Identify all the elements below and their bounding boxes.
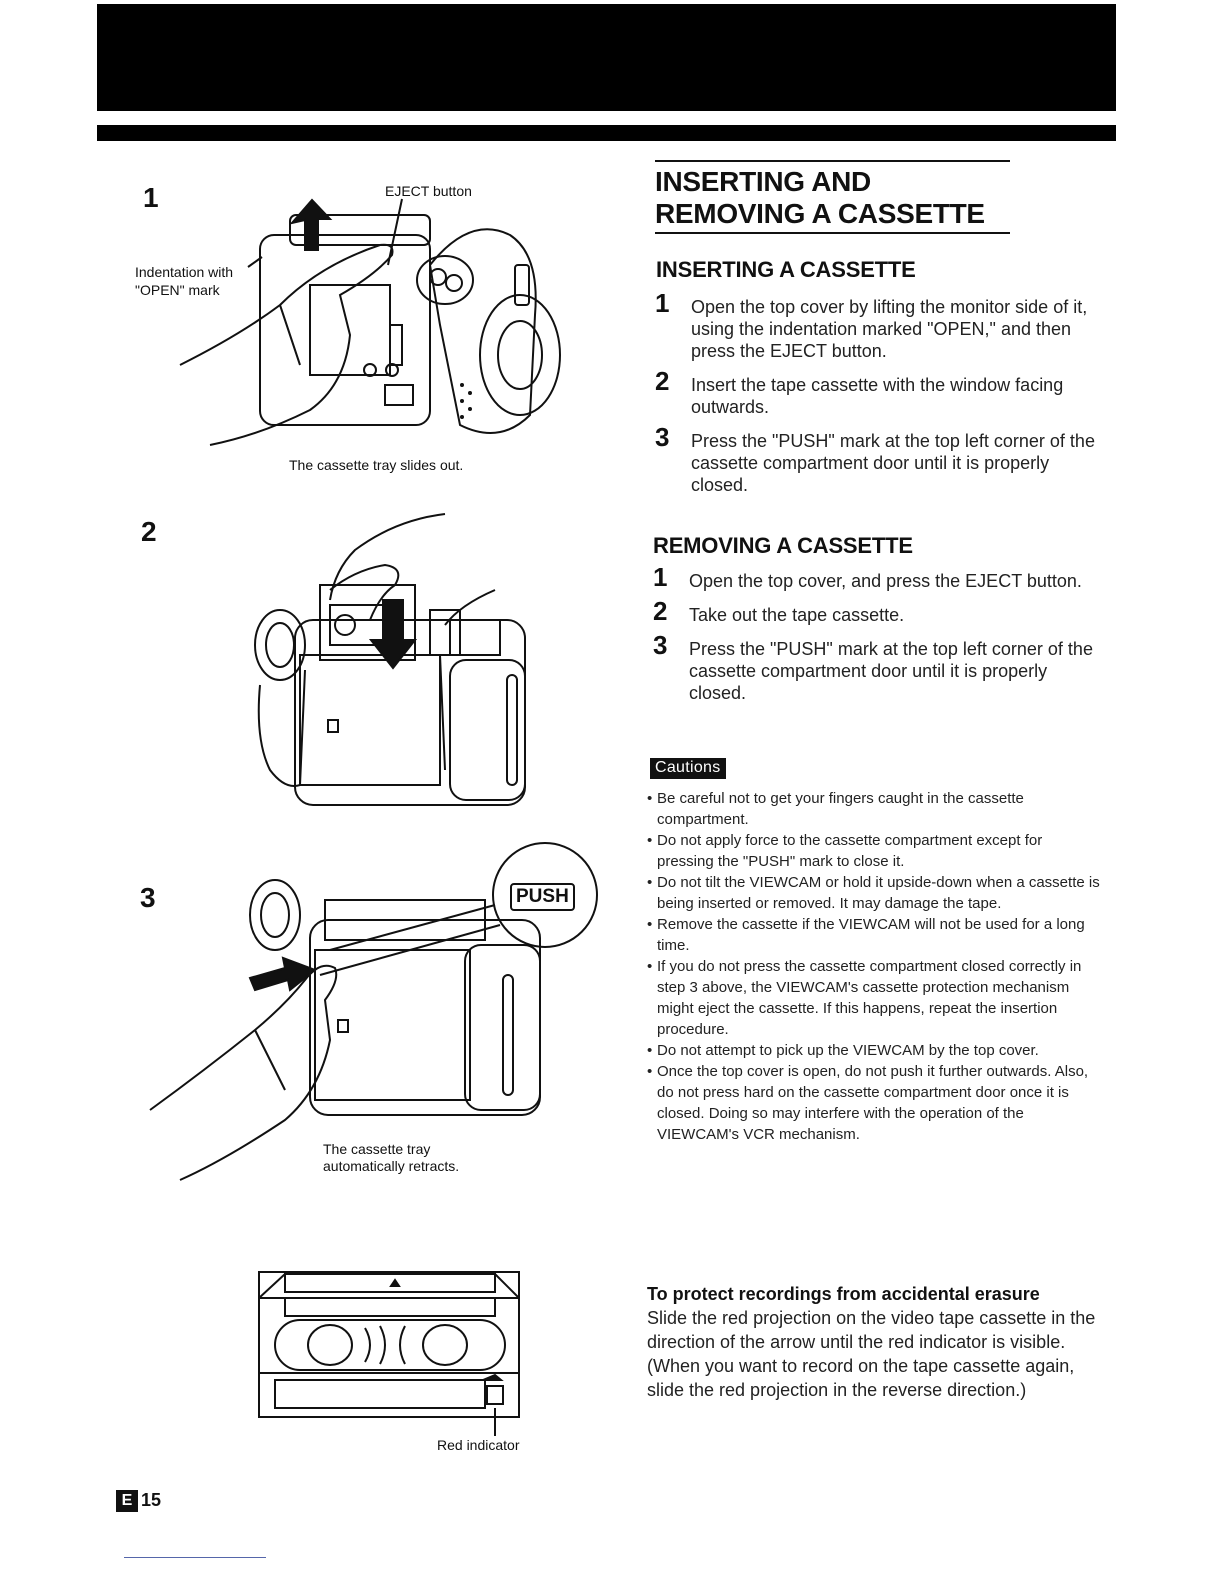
- page-title-line2: REMOVING A CASSETTE: [655, 198, 985, 229]
- inserting-step-3: 3 Press the "PUSH" mark at the top left corner of the cassette compartment door until it is properly closed.: [655, 422, 1095, 495]
- inserting-step-1: 1 Open the top cover by lifting the monitor side of it, using the indentation marked "OPEN," and then press the EJECT button.: [655, 288, 1088, 361]
- red-indicator-label: Red indicator: [437, 1437, 520, 1453]
- removing-step-3: 3 Press the "PUSH" mark at the top left corner of the cassette compartment door until it is properly closed.: [653, 630, 1093, 703]
- caution-item: • Do not apply force to the cassette compartment except for pressing the "PUSH" mark to close it.: [650, 830, 1100, 872]
- protect-body: Slide the red projection on the video tape cassette in the direction of the arrow until the red indicator is visible. (When you want to record on the tape cassette again, slide the red projection in the reverse direction.): [647, 1308, 1096, 1400]
- figure-insert-cassette-illustration: [245, 510, 555, 830]
- removing-heading: REMOVING A CASSETTE: [653, 533, 913, 558]
- removing-step-1: 1 Open the top cover, and press the EJECT button.: [653, 562, 1082, 592]
- caution-item: • Be careful not to get your fingers caught in the cassette compartment.: [650, 788, 1100, 830]
- caution-item: • Once the top cover is open, do not push it further outwards. Also, do not press hard on the cassette compartment door once it is closed. Doing so may interfere with the operation of the VIEWCAM's VCR mechanism.: [650, 1061, 1100, 1145]
- tray-retracts-caption-line1: The cassette tray: [323, 1141, 431, 1157]
- cassette-tape-illustration: [255, 1268, 530, 1440]
- indentation-label-line2: "OPEN" mark: [135, 282, 220, 298]
- caution-item: • Do not attempt to pick up the VIEWCAM by the top cover.: [650, 1040, 1100, 1061]
- page-title-line1: INSERTING AND: [655, 166, 871, 197]
- header-black-band: [97, 4, 1116, 111]
- page-number: 15: [141, 1490, 162, 1510]
- caution-item: • Remove the cassette if the VIEWCAM will not be used for a long time.: [650, 914, 1100, 956]
- figure-step-number-2: 2: [141, 516, 157, 547]
- inserting-step-2: 2 Insert the tape cassette with the window facing outwards.: [655, 366, 1064, 417]
- protect-heading: To protect recordings from accidental erasure: [647, 1284, 1040, 1304]
- indentation-label-line1: Indentation with: [135, 264, 234, 280]
- tray-retracts-caption-line2: automatically retracts.: [323, 1158, 460, 1174]
- figure-open-cover-illustration: [170, 195, 580, 455]
- removing-step-2: 2 Take out the tape cassette.: [653, 596, 905, 626]
- language-badge: E: [116, 1490, 138, 1512]
- caution-item: • Do not tilt the VIEWCAM or hold it upside-down when a cassette is being inserted or removed. It may damage the tape.: [650, 872, 1100, 914]
- page-title: [655, 160, 1010, 234]
- eject-button-label: EJECT button: [385, 183, 472, 199]
- footer-rule: [124, 1557, 266, 1558]
- inserting-heading: INSERTING A CASSETTE: [656, 257, 916, 282]
- header-rule: [97, 125, 1116, 141]
- tray-slides-caption: The cassette tray slides out.: [289, 457, 464, 473]
- push-mark-label: PUSH: [510, 883, 575, 911]
- inserting-steps: [655, 288, 1105, 508]
- cautions-label: Cautions: [650, 758, 726, 779]
- caution-item: • If you do not press the cassette compartment closed correctly in step 3 above, the VIEWCAM's cassette protection mechanism might eject the cassette. If this happens, repeat the insertion procedure.: [650, 956, 1100, 1040]
- figure-step-number-3: 3: [140, 882, 156, 913]
- cautions-list: [650, 788, 1100, 1145]
- removing-steps: [653, 562, 1103, 716]
- figure-step-number-1: 1: [143, 182, 159, 213]
